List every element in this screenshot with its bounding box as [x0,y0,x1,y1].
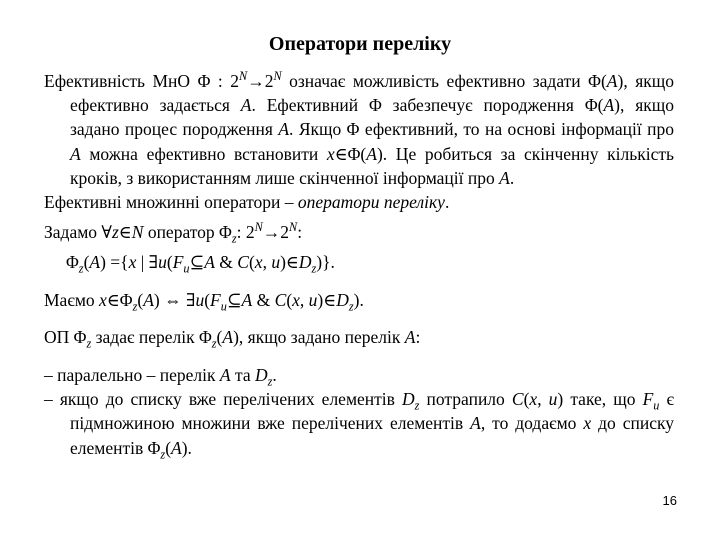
paragraph-effective-operator: Ефективність МнО Φ : $2^N\to 2^N$ означає можливість ефективно задати Φ(A), якщо ефективно задається A. Ефективний Φ забезпечує породження Φ(A), якщо задано процес породження A. Якщо Φ ефективний, то на основі інформації про A можна ефективно встановити x∈Φ(A). Це робиться за скінченну кількість кроків, з використанням лише скінченної інформації про A. [44,69,675,188]
paragraph-define-operator: Задамо ∀z∈N оператор $\Phi_z$: $2^N\to 2^N$: [44,220,303,246]
page-number: 16 [662,493,677,508]
paragraph-enumeration-definition: Ефективні множинні оператори – оператори переліку. [44,192,450,213]
slide-title: Оператори переліку [268,33,452,55]
bullet-parallel: – паралельно – перелік A та $D_z$. [44,365,277,389]
paragraph-operator-enumeration: ОП $\Phi_z$ задає перелік $\Phi_z(A)$, якщо задано перелік A: [44,326,421,351]
formula-membership: Маємо $x\in\Phi_z(A)$ ⇔ $\exists u(F_u⊆A$ & C(x, $u)\in D_z$). [44,289,364,314]
slide-body [44,69,674,460]
bullet-list-condition: – якщо до списку вже перелічених елементів $D_z$ потрапило C(x, u) таке, що $F_u$ є підмножиною множини вже перелічених елементів A, то додаємо x до списку елементів $\Phi_z(A)$. [44,389,675,462]
formula-operator-definition: $\Phi_z(A) =\{x$ | $\exists u(F_u⊆A$ & C(x, $u)\in D_z$)}. [66,252,335,276]
